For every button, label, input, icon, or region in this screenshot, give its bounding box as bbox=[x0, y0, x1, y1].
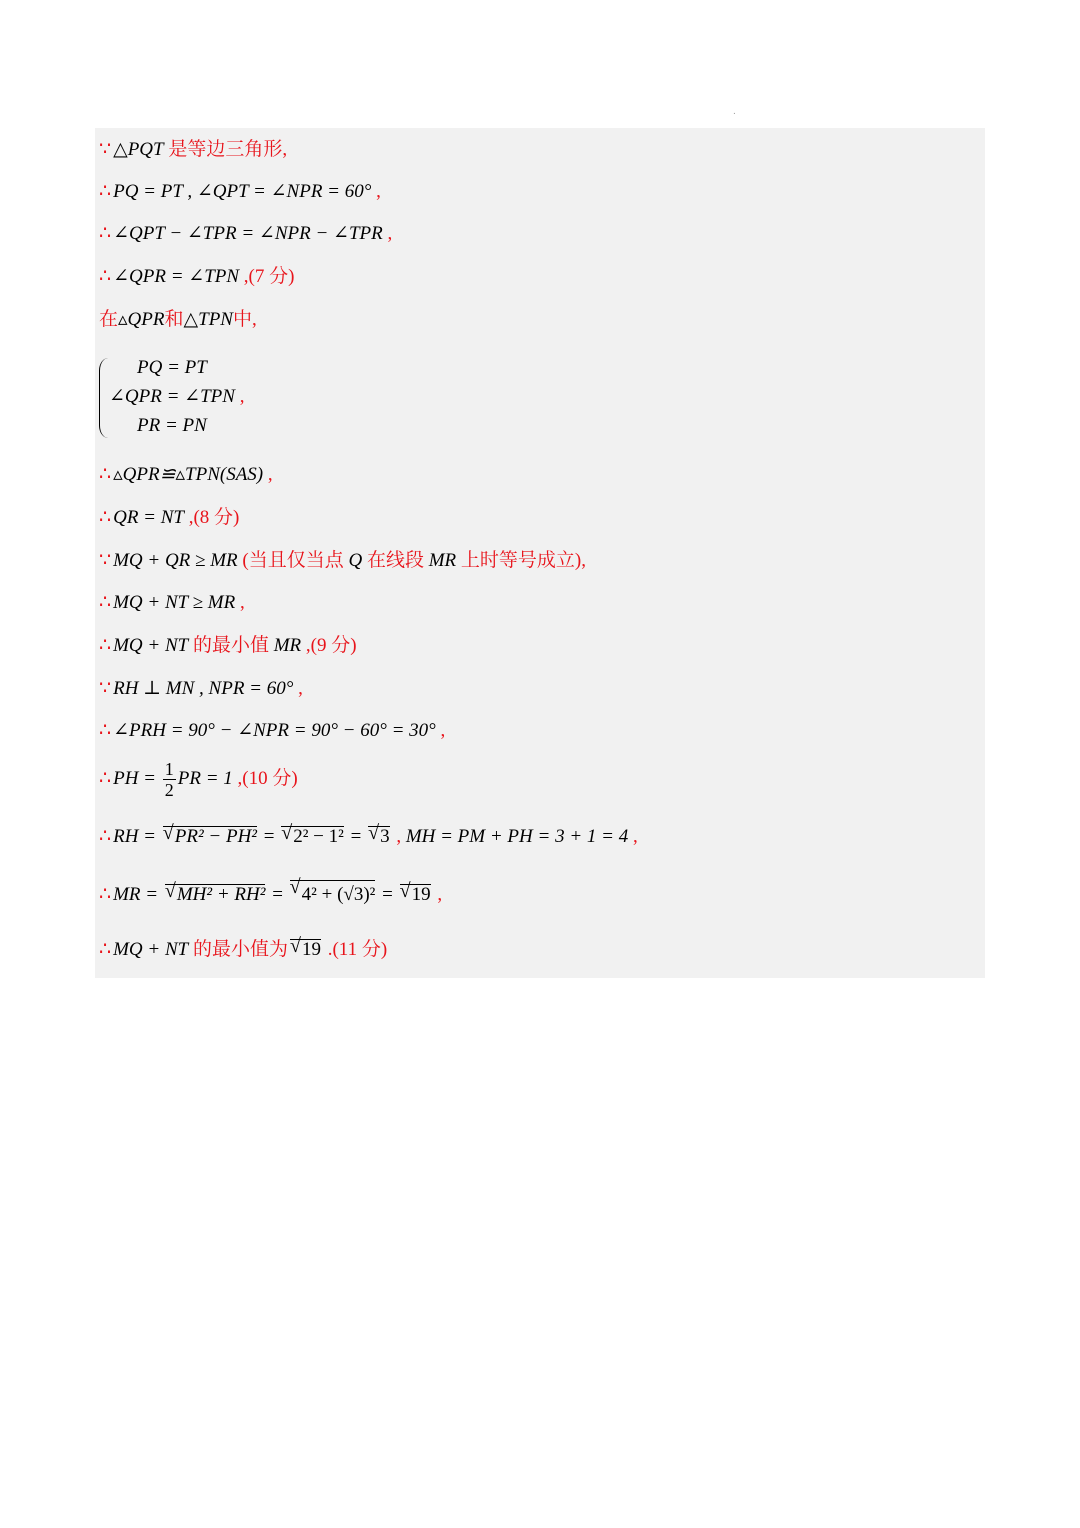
sqrt-expr: √ PR² − PH² bbox=[163, 826, 257, 847]
therefore-symbol: ∴ bbox=[99, 592, 112, 613]
math-expr: RH = bbox=[113, 826, 161, 847]
math-expr: ∠QPT − ∠TPR = ∠NPR − ∠TPR bbox=[113, 223, 383, 244]
therefore-symbol: ∴ bbox=[99, 939, 112, 960]
line-text: 的最小值 bbox=[188, 635, 274, 656]
therefore-symbol: ∴ bbox=[99, 884, 112, 905]
system-eq-1: PQ = PT bbox=[137, 357, 207, 378]
system-eq-3: PR = PN bbox=[137, 415, 207, 436]
sqrt-expr: √ 3 bbox=[368, 826, 390, 847]
line-text: 上时等号成立), bbox=[460, 550, 586, 571]
equals: = bbox=[267, 884, 288, 905]
math-expr: MR = bbox=[113, 884, 163, 905]
math-expr: △PQT bbox=[113, 139, 164, 160]
line-3 bbox=[99, 222, 392, 246]
fraction bbox=[163, 759, 176, 800]
score-note: ,(9 分) bbox=[301, 635, 357, 656]
line-tail: , bbox=[234, 386, 245, 407]
line-5 bbox=[99, 308, 257, 332]
score-note: ,(10 分) bbox=[232, 768, 298, 789]
score-note: ,(7 分) bbox=[239, 266, 295, 287]
math-expr: ▵QPR≌▵TPN(SAS) bbox=[113, 464, 264, 485]
because-symbol: ∵ bbox=[99, 550, 112, 571]
score-note: ,(8 分) bbox=[183, 507, 240, 528]
line-tail: , bbox=[432, 884, 443, 905]
line-16 bbox=[99, 938, 387, 962]
line-15 bbox=[99, 880, 442, 907]
line-text: 和 bbox=[164, 309, 184, 330]
because-symbol: ∵ bbox=[99, 139, 112, 160]
math-expr: PH = bbox=[113, 768, 161, 789]
therefore-symbol: ∴ bbox=[99, 720, 112, 741]
therefore-symbol: ∴ bbox=[99, 635, 112, 656]
line-text: 在线段 bbox=[366, 550, 424, 571]
equation-system bbox=[95, 356, 395, 440]
equals: = bbox=[345, 826, 367, 847]
math-expr: MQ + NT ≥ MR bbox=[113, 592, 236, 613]
line-4 bbox=[99, 265, 294, 289]
line-text: 中, bbox=[232, 309, 257, 330]
line-12 bbox=[99, 719, 445, 743]
math-expr: Q bbox=[343, 550, 367, 571]
line-11 bbox=[99, 677, 303, 701]
line-text: (当且仅当点 bbox=[237, 550, 344, 571]
fraction-denominator: 2 bbox=[164, 780, 174, 801]
line-tail: , bbox=[628, 826, 638, 847]
math-expr: MR bbox=[423, 550, 461, 571]
system-eq-2 bbox=[109, 385, 244, 409]
equals: = bbox=[377, 884, 398, 905]
line-9 bbox=[99, 591, 245, 615]
therefore-symbol: ∴ bbox=[99, 223, 112, 244]
therefore-symbol: ∴ bbox=[99, 266, 112, 287]
line-8 bbox=[99, 549, 586, 573]
math-expr: MQ + NT bbox=[113, 939, 189, 960]
math-expr: ∠QPR = ∠TPN bbox=[109, 386, 235, 407]
line-2 bbox=[99, 180, 381, 204]
line-tail: , bbox=[371, 181, 381, 202]
math-expr: MQ + NT bbox=[113, 635, 189, 656]
line-text: 在 bbox=[99, 309, 119, 330]
line-10 bbox=[99, 634, 357, 658]
line-tail: , bbox=[235, 592, 245, 613]
line-tail: , bbox=[263, 464, 273, 485]
fraction-numerator: 1 bbox=[164, 759, 174, 780]
because-symbol: ∵ bbox=[99, 678, 112, 699]
sqrt-expr: √ 4² + (√3)² bbox=[290, 880, 376, 905]
line-tail: , bbox=[391, 826, 402, 847]
line-tail: , bbox=[293, 678, 303, 699]
math-expr: PQ = PT , ∠QPT = ∠NPR = 60° bbox=[113, 181, 372, 202]
math-expr: ∠PRH = 90° − ∠NPR = 90° − 60° = 30° bbox=[113, 720, 436, 741]
page-mark: . bbox=[733, 106, 736, 117]
line-14 bbox=[99, 825, 638, 849]
score-note: .(11 分) bbox=[322, 939, 388, 960]
line-1 bbox=[99, 138, 287, 162]
line-6 bbox=[99, 463, 273, 487]
sqrt-expr: √ MH² + RH² bbox=[165, 884, 266, 905]
solution-panel bbox=[95, 128, 985, 978]
math-expr: MR bbox=[273, 635, 302, 656]
math-expr: PR = 1 bbox=[177, 768, 233, 789]
therefore-symbol: ∴ bbox=[99, 768, 112, 789]
sqrt-expr: √ 19 bbox=[290, 939, 321, 960]
therefore-symbol: ∴ bbox=[99, 826, 112, 847]
line-13 bbox=[99, 756, 298, 802]
math-expr: △TPN bbox=[183, 309, 233, 330]
math-expr: MQ + QR ≥ MR bbox=[113, 550, 238, 571]
brace-symbol bbox=[99, 358, 108, 438]
therefore-symbol: ∴ bbox=[99, 507, 112, 528]
math-expr: ▵QPR bbox=[118, 309, 165, 330]
therefore-symbol: ∴ bbox=[99, 464, 112, 485]
therefore-symbol: ∴ bbox=[99, 181, 112, 202]
sqrt-expr: √ 19 bbox=[400, 884, 431, 905]
line-text: 是等边三角形, bbox=[163, 139, 288, 160]
line-text: 的最小值为 bbox=[188, 939, 288, 960]
math-expr: MH = PM + PH = 3 + 1 = 4 bbox=[401, 826, 629, 847]
line-7 bbox=[99, 506, 239, 530]
line-tail: , bbox=[382, 223, 393, 244]
line-tail: , bbox=[435, 720, 446, 741]
math-expr: ∠QPR = ∠TPN bbox=[113, 266, 240, 287]
math-expr: QR = NT bbox=[113, 507, 184, 528]
sqrt-expr: √ 2² − 1² bbox=[281, 826, 344, 847]
math-expr: RH ⊥ MN , NPR = 60° bbox=[113, 678, 294, 699]
equals: = bbox=[259, 826, 280, 847]
